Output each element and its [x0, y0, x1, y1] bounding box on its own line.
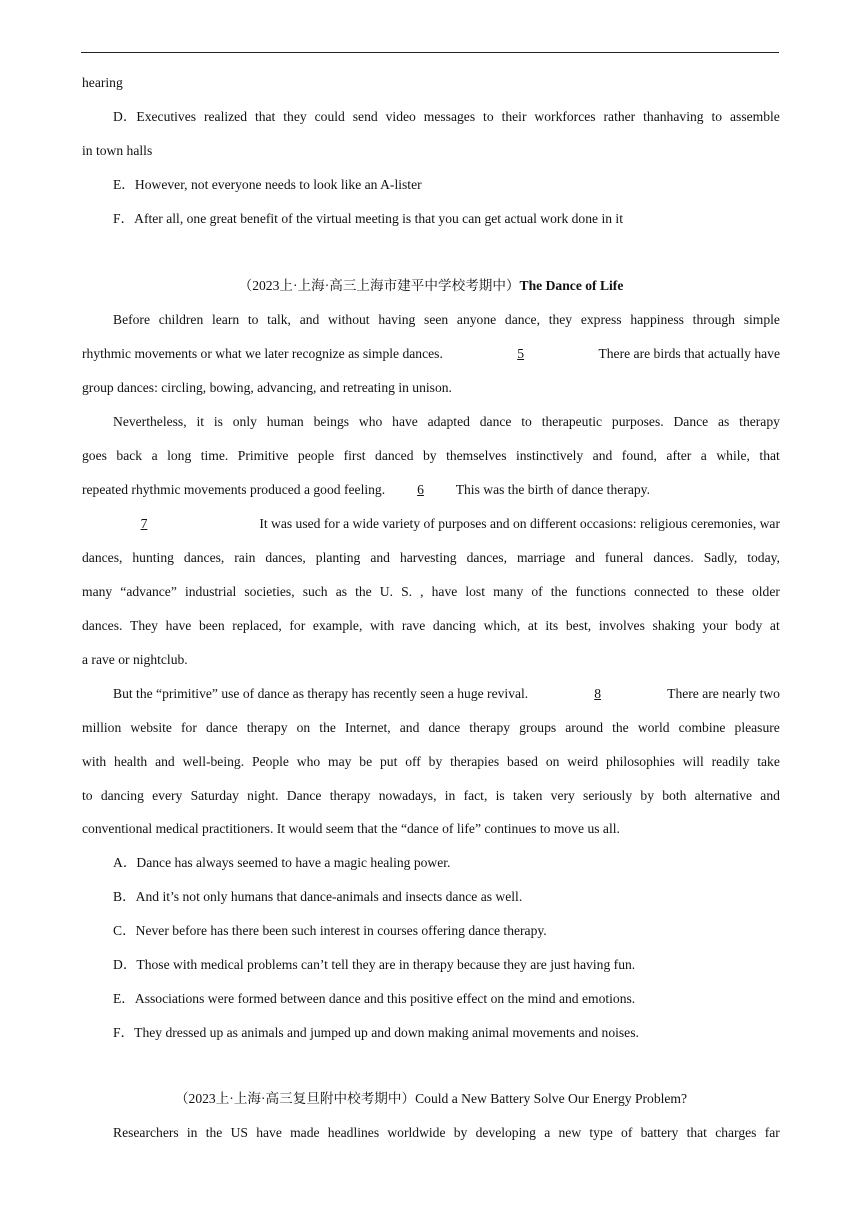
blank-6[interactable]: 6	[417, 482, 424, 497]
paragraph-line: dances, hunting dances, rain dances, planting and harvesting dances, marriage and funeral dances. Sadly, today,	[82, 550, 780, 565]
paragraph-line: repeated rhythmic movements produced a good feeling. 6 This was the birth of dance therapy.	[82, 482, 650, 497]
paragraph-line: a rave or nightclub.	[82, 652, 188, 667]
option-f: F．After all, one great benefit of the virtual meeting is that you can get actual work done in it	[113, 211, 623, 226]
option-c: C．Never before has there been such interest in courses offering dance therapy.	[113, 923, 547, 938]
option-a: A．Dance has always seemed to have a magic healing power.	[113, 855, 451, 870]
passage-source: （2023上·上海·高三复旦附中校考期中）	[174, 1091, 416, 1106]
paragraph-line: 7 It was used for a wide variety of purposes and on different occasions: religious ceremonies, war	[118, 515, 780, 533]
paragraph-line: But the “primitive” use of dance as therapy has recently seen a huge revival. 8 There are nearly two	[113, 686, 780, 701]
text-line: hearing	[82, 75, 123, 90]
paragraph-line: rhythmic movements or what we later recognize as simple dances. 5 There are birds that actually have	[82, 346, 780, 361]
paragraph-line: Researchers in the US have made headlines worldwide by developing a new type of battery that charges far	[113, 1125, 780, 1140]
blank-7[interactable]: 7	[140, 516, 148, 531]
option-b: B．And it’s not only humans that dance-animals and insects dance as well.	[113, 889, 523, 904]
option-d-line-1: D．Executives realized that they could send video messages to their workforces rather thanhaving to assemble	[113, 109, 780, 124]
paragraph-line: conventional medical practitioners. It would seem that the “dance of life” continues to move us all.	[82, 821, 620, 836]
header-rule	[81, 52, 779, 53]
paragraph-line: dances. They have been replaced, for example, with rave dancing which, at its best, involves shaking your body at	[82, 618, 780, 633]
passage-source: （2023上·上海·高三上海市建平中学校考期中）	[238, 278, 520, 293]
blank-8[interactable]: 8	[594, 686, 602, 701]
paragraph-line: Nevertheless, it is only human beings who have adapted dance to therapeutic purposes. Dance as therapy	[113, 414, 780, 429]
paragraph-line: with health and well-being. People who may be put off by therapies based on weird philosophies will readily take	[82, 754, 780, 769]
option-f: F．They dressed up as animals and jumped up and down making animal movements and noises.	[113, 1025, 639, 1040]
passage-heading	[82, 1090, 780, 1108]
option-e: E．However, not everyone needs to look like an A-lister	[113, 177, 422, 192]
option-e: E．Associations were formed between dance and this positive effect on the mind and emotions.	[113, 991, 636, 1006]
option-d-line-2: in town halls	[82, 143, 153, 158]
paragraph-line: Before children learn to talk, and without having seen anyone dance, they express happiness through simple	[113, 312, 780, 327]
blank-5[interactable]: 5	[517, 346, 525, 361]
paragraph-line: goes back a long time. Primitive people first danced by themselves instinctively and found, after a while, that	[82, 448, 780, 463]
paragraph-line: million website for dance therapy on the Internet, and dance therapy groups around the world combine pleasure	[82, 720, 780, 735]
paragraph-line: many “advance” industrial societies, such as the U. S. , have lost many of the functions connected to these older	[82, 584, 780, 599]
paragraph-line: to dancing every Saturday night. Dance therapy nowadays, in fact, is taken very seriously by both alternative and	[82, 788, 780, 803]
option-d: D．Those with medical problems can’t tell they are in therapy because they are just having fun.	[113, 957, 636, 972]
passage-title: Could a New Battery Solve Our Energy Problem?	[415, 1091, 688, 1106]
passage-heading	[82, 277, 780, 295]
passage-title: The Dance of Life	[519, 278, 624, 293]
paragraph-line: group dances: circling, bowing, advancing, and retreating in unison.	[82, 380, 452, 395]
